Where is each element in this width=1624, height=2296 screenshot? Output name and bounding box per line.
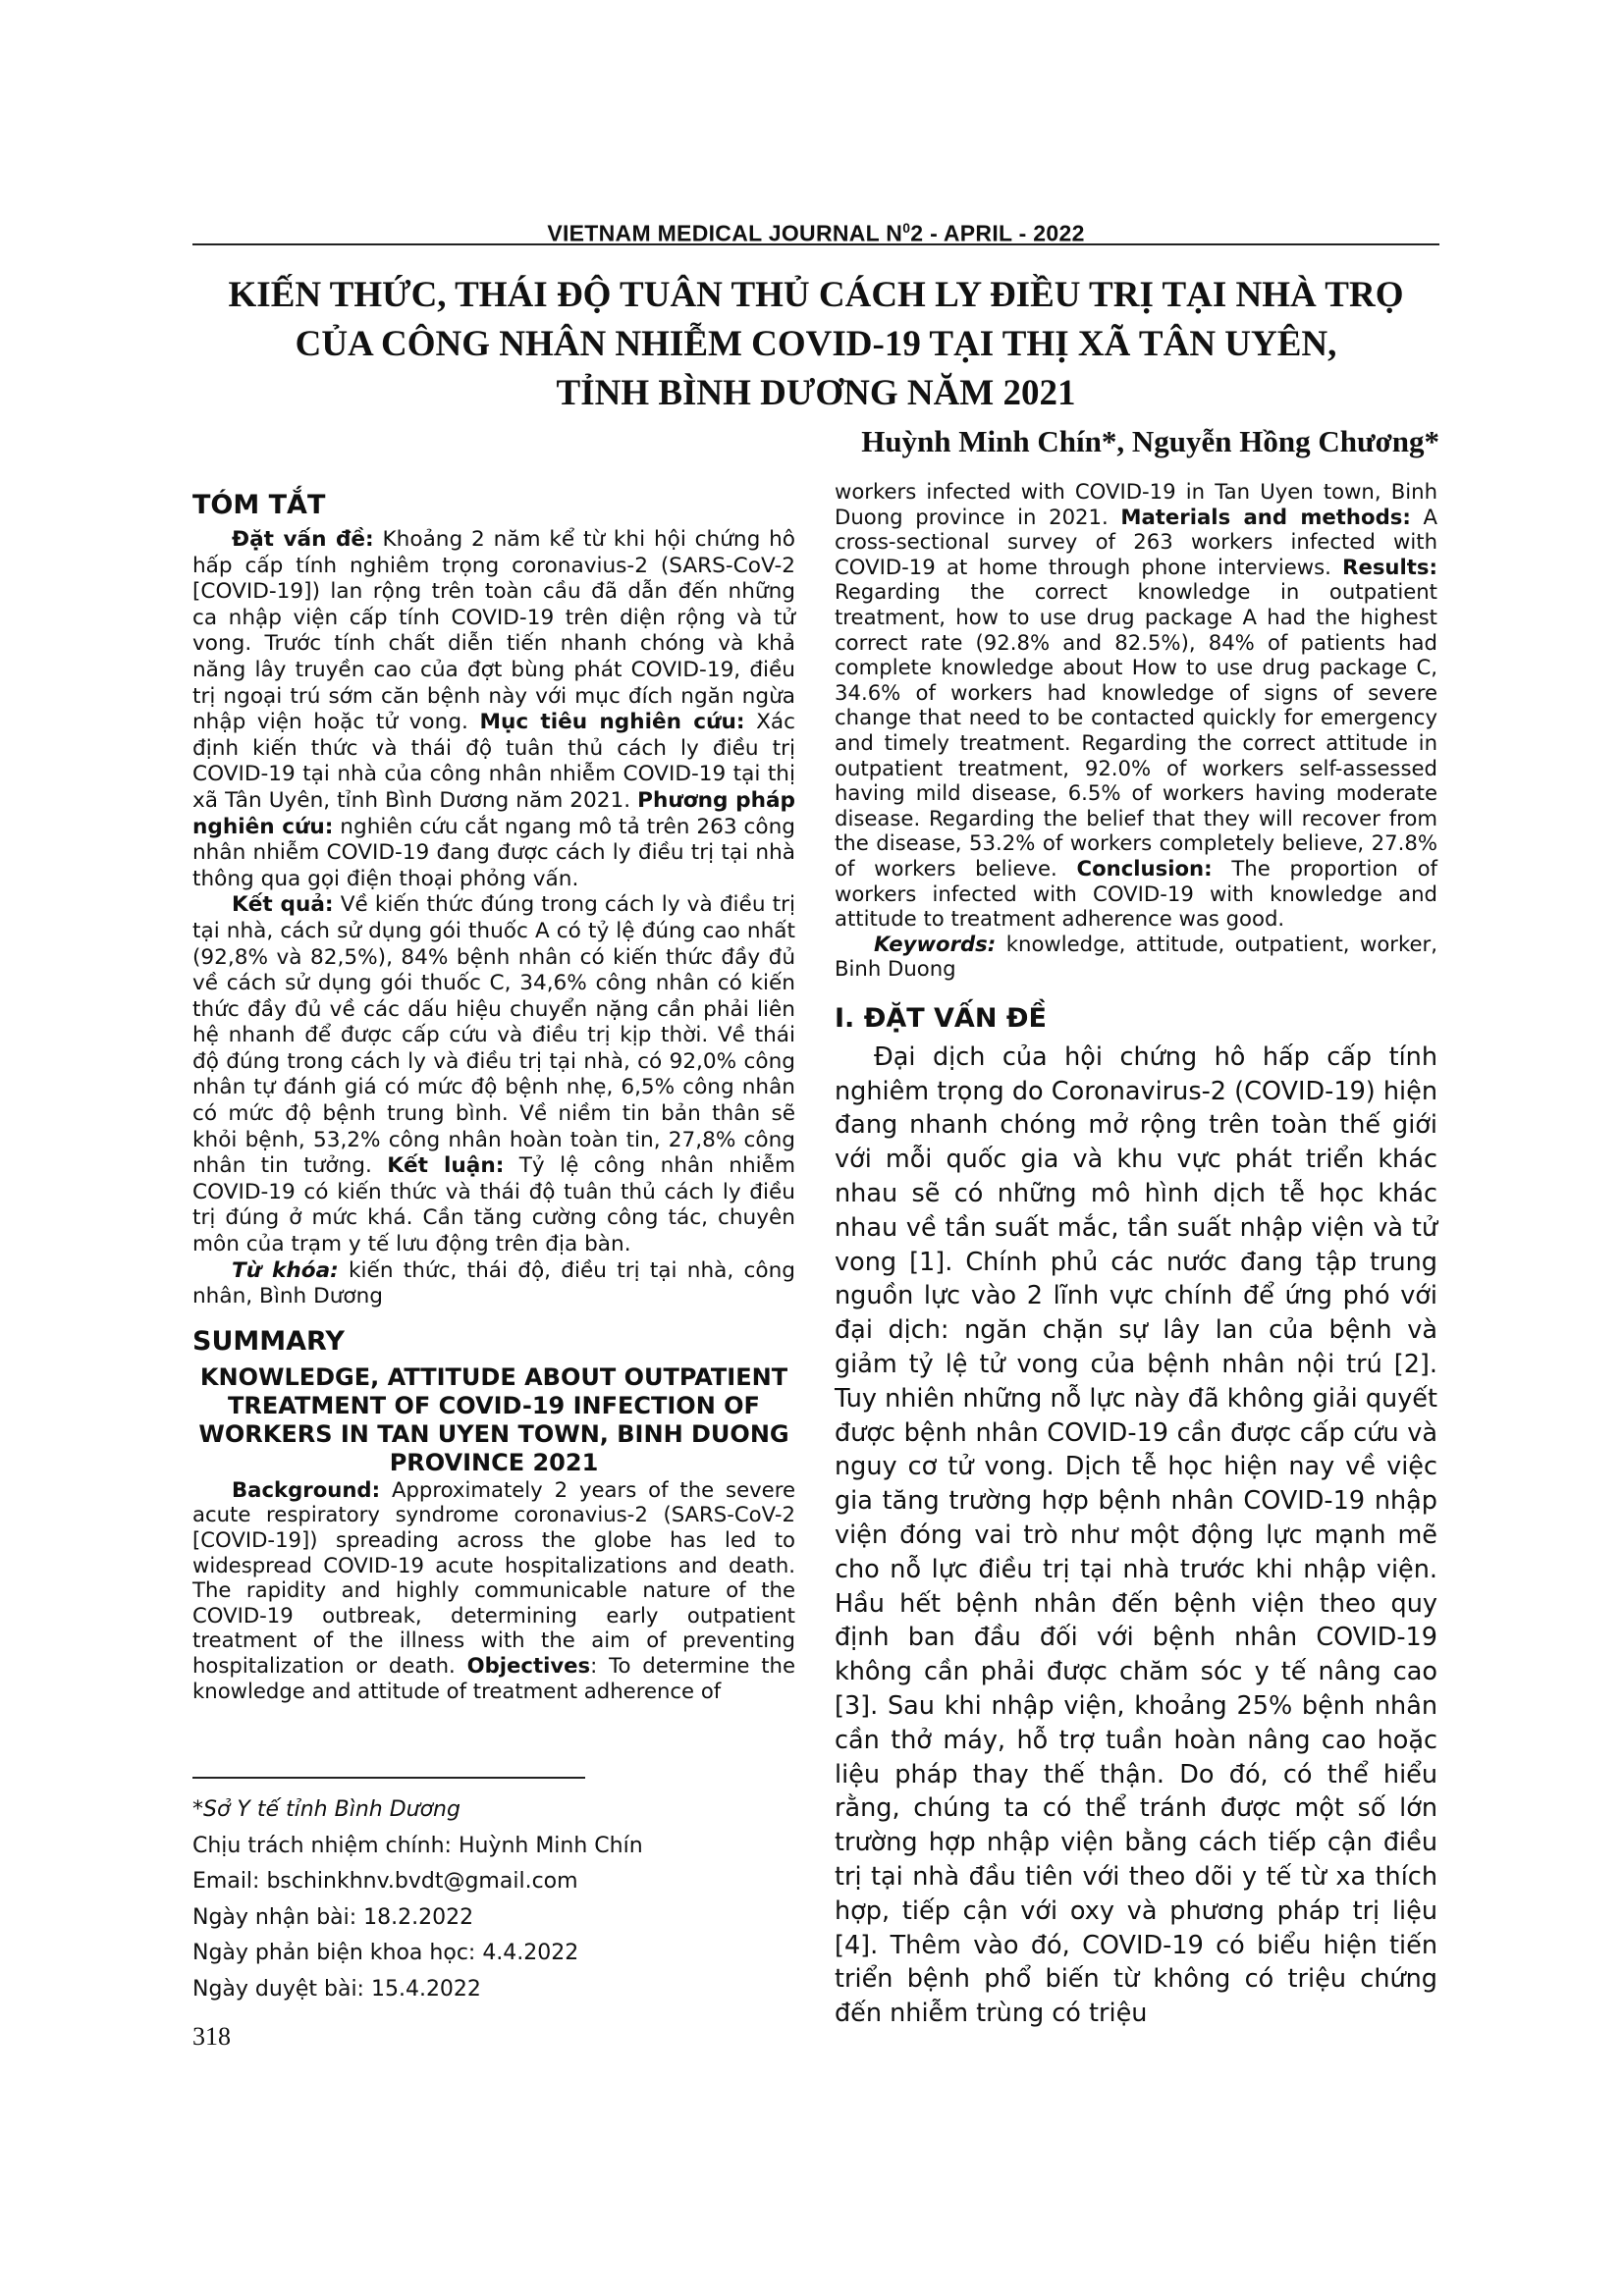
conclusion-text-vi: Tỷ lệ công nhân nhiễm COVID-19 có kiến thức và thái độ tuân thủ cách ly điều trị đúng ở mức khá. Cần tăng cường công tác, chuyên môn của trạm y tế lưu động trên địa bàn.: [192, 1153, 795, 1257]
conclusion-text-en: The proportion of workers infected with COVID-19 with knowledge and attitude to treatment adherence was good.: [835, 855, 1437, 932]
objectives-label-en: Objectives: [466, 1652, 591, 1678]
objective-text-vi: Xác định kiến thức và thái độ tuân thủ cách ly điều trị COVID-19 tại nhà của công nhân nhiễm COVID-19 tại thị xã Tân Uyên, tỉnh Bình Dương năm 2021.: [192, 710, 796, 813]
continued-text-en: workers infected with COVID-19 in Tan Uyen town, Binh Duong province in 2021.: [835, 479, 1437, 529]
email: Email: bschinkhnv.bvdt@gmail.com: [192, 1869, 578, 1894]
background-text-en: Approximately 2 years of the severe acute respiratory syndrome coronavius-2 (SARS-CoV-2 [COVID-19]) spreading across the globe has led to widespread COVID-19 acute hospitalizations and death. The rapidity and highly communicable nature of the COVID-19 outbreak, determining early outpatient treatment of the illness with the aim of preventing hospitalization or death.: [192, 1476, 795, 1678]
keywords-label-en: Keywords:: [874, 931, 997, 956]
section-1-body: Đại dịch của hội chứng hô hấp cấp tính nghiêm trọng do Coronavirus-2 (COVID-19) hiện đang nhanh chóng mở rộng trên toàn thế giới với mỗi quốc gia và khu vực phát triển khác nhau sẽ có những mô hình dịch tễ học khác nhau về tần suất mắc, tần suất nhập viện và tử vong [1]. Chính phủ các nước đang tập trung nguồn lực vào 2 lĩnh vực chính để ứng phó với đại dịch: ngăn chặn sự lây lan của bệnh và giảm tỷ lệ tử vong của bệnh nhân nội trú [2]. Tuy nhiên những nỗ lực này đã không giải quyết được bệnh nhân COVID-19 cần được cấp cứu và nguy cơ tử vong. Dịch tễ học hiện nay về việc gia tăng trường hợp bệnh nhân COVID-19 nhập viện đóng vai trò như một động lực mạnh mẽ cho nỗ lực điều trị tại nhà trước khi nhập viện. Hầu hết bệnh nhân đến bệnh viện theo quy định ban đầu đối với bệnh nhân COVID-19 không cần phải được chăm sóc y tế nâng cao [3]. Sau khi nhập viện, khoảng 25% bệnh nhân cần thở máy, hỗ trợ tuần hoàn nâng cao hoặc liệu pháp thay thế thận. Do đó, có thể hiểu rằng, chúng ta có thể tránh được một số lớn trường hợp nhập viện bằng cách tiếp cận điều trị tại nhà đầu tiên với theo dõi y tế từ xa thích hợp, tiếp cận với oxy và phương pháp trị liệu [4]. Thêm vào đó, COVID-19 có biểu hiện tiến triển bệnh phổ biến từ không có triệu chứng đến nhiễm trùng có triệu: [835, 1041, 1437, 2029]
keywords-vi: [192, 1258, 795, 1310]
journal-issue-date: 2 - APRIL - 2022: [910, 220, 1085, 246]
abstract-en-continued: [835, 479, 1437, 932]
background-label-vi: Đặt vấn đề:: [232, 527, 374, 552]
review-date: Ngày phản biện khoa học: 4.4.2022: [192, 1941, 579, 1965]
results-vi-paragraph: [192, 892, 795, 1257]
methods-label-en: Materials and methods:: [1120, 504, 1411, 529]
keywords-text-en: knowledge, attitude, outpatient, worker, Binh Duong: [835, 931, 1437, 982]
page-number: 318: [192, 2022, 231, 2051]
title-line-3: TỈNH BÌNH DƯƠNG NĂM 2021: [556, 373, 1076, 413]
footnote-rule: [192, 1777, 585, 1779]
running-header: [192, 214, 1439, 247]
summary-heading: SUMMARY: [192, 1325, 345, 1357]
results-text-en: Regarding the correct knowledge in outpatient treatment, how to use drug package A had the highest correct rate (92.8% and 82.5%), 84% of patients had complete knowledge about How to use drug package C, 34.6% of workers had knowledge of signs of severe change that need to be contacted quickly for emergency and timely treatment. Regarding the correct attitude in outpatient treatment, 92.0% of workers self-assessed having mild disease, 6.5% of workers having moderate disease. Regarding the belief that they will recover from the disease, 53.2% of workers completely believe, 27.8% of workers believe.: [835, 579, 1437, 881]
left-column: [192, 478, 795, 1703]
result-label-vi: Kết quả:: [232, 892, 334, 918]
conclusion-label-en: Conclusion:: [1076, 855, 1213, 881]
abstract-heading-vi: TÓM TẮT: [192, 490, 326, 520]
header-rule: [192, 243, 1439, 245]
method-label-vi: Phương pháp nghiên cứu:: [192, 787, 795, 839]
right-column: [835, 479, 1437, 2031]
author-list: Huỳnh Minh Chín*, Nguyễn Hồng Chương*: [861, 424, 1439, 458]
objectives-text-en: : To determine the knowledge and attitude of treatment adherence of: [192, 1652, 796, 1703]
article-title: [192, 271, 1439, 418]
abstract-vi-paragraph: [192, 527, 795, 892]
journal-name: VIETNAM MEDICAL JOURNAL N: [547, 220, 903, 246]
journal-number-superscript: 0: [902, 220, 911, 236]
keywords-en: [835, 932, 1437, 982]
objective-label-vi: Mục tiêu nghiên cứu:: [479, 710, 745, 735]
section-1-heading: I. ĐẶT VẤN ĐỀ: [835, 1002, 1047, 1034]
result-text-vi: Về kiến thức đúng trong cách ly và điều trị tại nhà, cách sử dụng gói thuốc A có tỷ lệ đúng cao nhất (92,8% và 82,5%), 84% bệnh nhân có kiến thức đầy đủ về cách sử dụng gói thuốc C, 34,6% công nhân có kiến thức đầy đủ về các dấu hiệu chuyển nặng cần phải liên hệ nhanh để được cấp cứu và điều trị kịp thời. Về thái độ đúng trong cách ly và điều trị tại nhà, có 92,0% công nhân tự đánh giá có mức độ bệnh nhẹ, 6,5% công nhân có mức độ bệnh trung bình. Về niềm tin bản thân sẽ khỏi bệnh, 53,2% công nhân hoàn toàn tin, 27,8% công nhân tin tưởng.: [192, 892, 795, 1179]
keywords-text-vi: kiến thức, thái độ, điều trị tại nhà, công nhân, Bình Dương: [192, 1257, 795, 1309]
background-label-en: Background:: [232, 1476, 381, 1502]
corresponding-author: Chịu trách nhiệm chính: Huỳnh Minh Chín: [192, 1833, 643, 1858]
methods-text-en: A cross-sectional survey of 263 workers infected with COVID-19 at home through phone interviews.: [835, 504, 1437, 579]
affiliation: *Sở Y tế tỉnh Bình Dương: [192, 1797, 460, 1822]
abstract-en-paragraph: [192, 1477, 795, 1703]
accepted-date: Ngày duyệt bài: 15.4.2022: [192, 1976, 481, 2002]
results-label-en: Results:: [1342, 554, 1437, 579]
summary-title: KNOWLEDGE, ATTITUDE ABOUT OUTPATIENT TREATMENT OF COVID-19 INFECTION OF WORKERS IN TAN UYEN TOWN, BINH DUONG PROVINCE 2021: [198, 1362, 789, 1476]
footnote: [192, 1792, 801, 2007]
background-text-vi: Khoảng 2 năm kể từ khi hội chứng hô hấp cấp tính nghiêm trọng coronavius-2 (SARS-CoV-2 [COVID-19]) lan rộng trên toàn cầu đã dẫn đến những ca nhập viện cấp tính COVID-19 trên diện rộng và tử vong. Trước tính chất diễn tiến nhanh chóng và khả năng lây truyền cao của đợt bùng phát COVID-19, điều trị ngoại trú sớm căn bệnh này với mục đích ngăn ngừa nhập viện hoặc tử vong.: [192, 527, 796, 735]
received-date: Ngày nhận bài: 18.2.2022: [192, 1904, 474, 1930]
title-line-2: CỦA CÔNG NHÂN NHIỄM COVID-19 TẠI THỊ XÃ TÂN UYÊN,: [295, 324, 1337, 364]
title-line-1: KIẾN THỨC, THÁI ĐỘ TUÂN THỦ CÁCH LY ĐIỀU TRỊ TẠI NHÀ TRỌ: [228, 275, 1404, 315]
method-text-vi: nghiên cứu cắt ngang mô tả trên 263 công nhân nhiễm COVID-19 đang được cách ly điều trị tại nhà thông qua gọi điện thoại phỏng vấn.: [192, 814, 796, 891]
keywords-label-vi: Từ khóa:: [232, 1257, 339, 1283]
conclusion-label-vi: Kết luận:: [387, 1153, 505, 1179]
